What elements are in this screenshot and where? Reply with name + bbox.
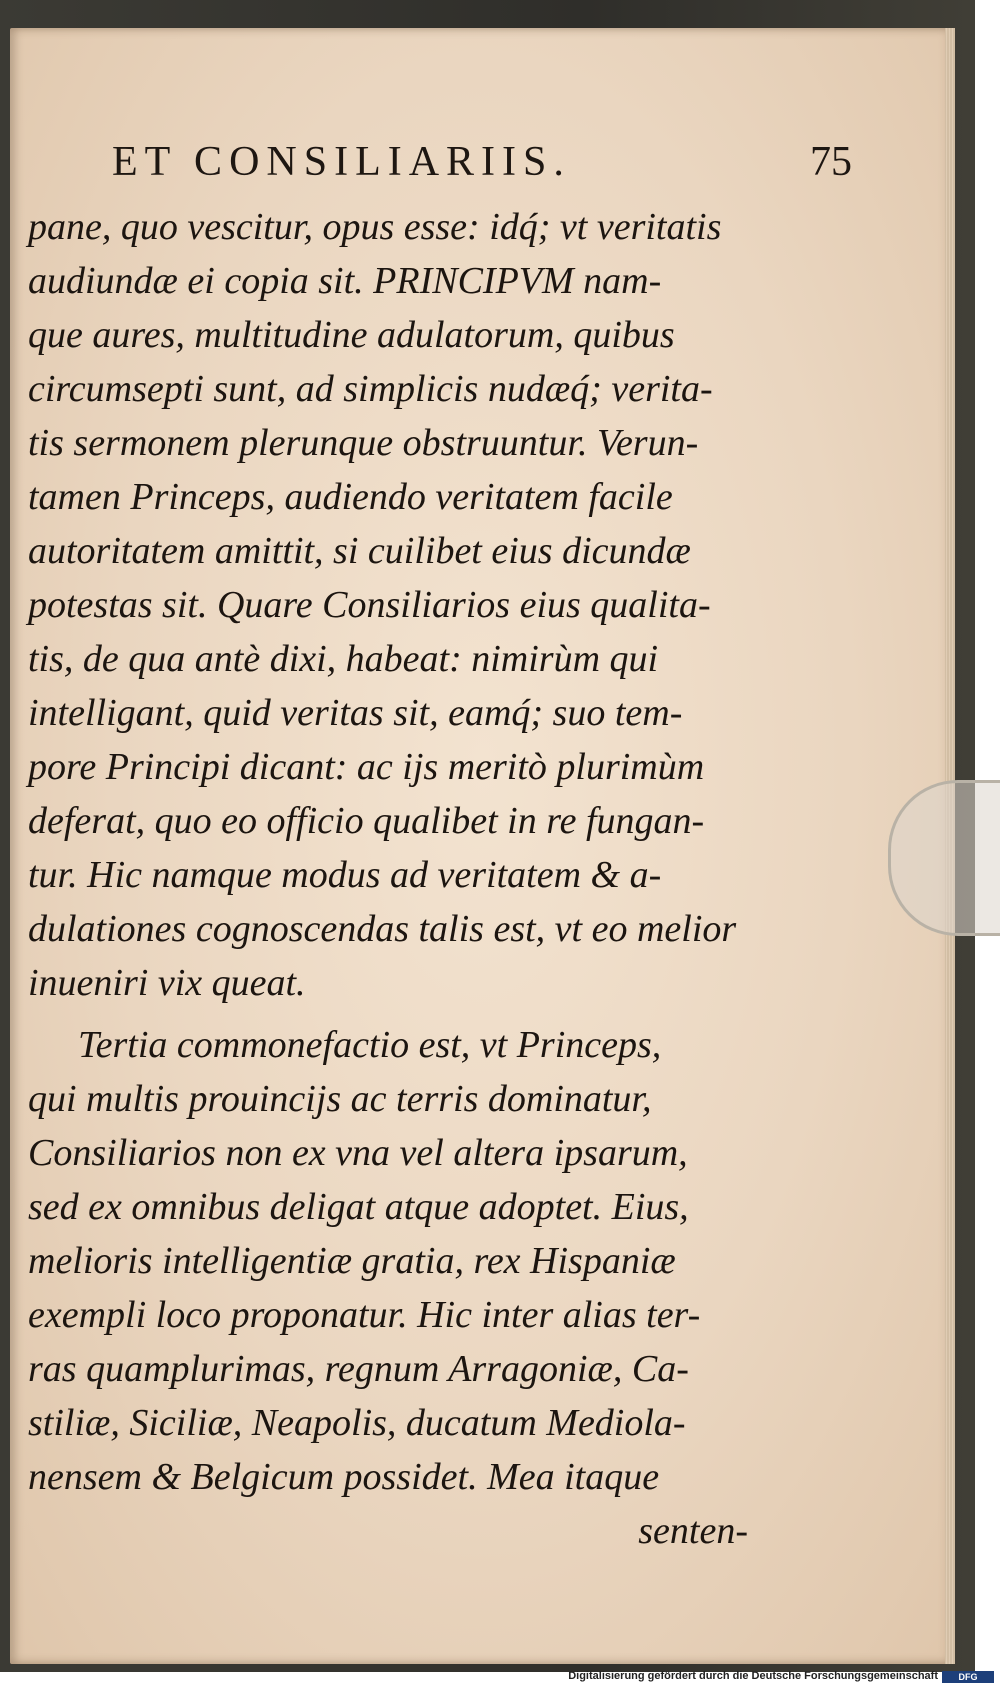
text-line: tis, de qua antè dixi, habeat: nimirùm qui — [28, 638, 659, 680]
text-line: deferat, quo eo officio qualibet in re fungan- — [28, 800, 705, 842]
text-line: intelligant, quid veritas sit, eamq́; suo tem- — [28, 692, 683, 734]
text-line: dulationes cognoscendas talis est, vt eo melior — [28, 908, 737, 950]
text-line: tamen Princeps, audiendo veritatem facile — [28, 476, 673, 518]
text-line: potestas sit. Quare Consiliarios eius qualita- — [28, 584, 711, 626]
text-line: exempli loco proponatur. Hic inter alias ter- — [28, 1294, 701, 1336]
text-line: stiliæ, Siciliæ, Neapolis, ducatum Mediola- — [28, 1402, 686, 1444]
text-line: qui multis prouincijs ac terris dominatur, — [28, 1078, 652, 1120]
text-line: Consiliarios non ex vna vel altera ipsarum, — [28, 1132, 688, 1174]
text-line: audiundæ ei copia sit. PRINCIPVM nam- — [28, 260, 662, 302]
catchword: senten- — [638, 1510, 748, 1552]
text-line: autoritatem amittit, si cuilibet eius dicundæ — [28, 530, 691, 572]
text-line: pane, quo vescitur, opus esse: idq́; vt veritatis — [28, 206, 722, 248]
body-text — [28, 200, 888, 1558]
footer-credit: Digitalisierung gefördert durch die Deutsche Forschungsgemeinschaft — [568, 1670, 938, 1682]
paragraph — [28, 200, 888, 1010]
text-line: nensem & Belgicum possidet. Mea itaque — [28, 1456, 660, 1498]
running-head — [112, 138, 852, 190]
running-head-title: ET CONSILIARIIS. — [112, 139, 571, 185]
paragraph-gap — [28, 1010, 888, 1018]
text-line: tis sermonem plerunque obstruuntur. Verun- — [28, 422, 699, 464]
page-clip — [888, 780, 1000, 936]
text-line: inueniri vix queat. — [28, 962, 306, 1004]
text-line: circumsepti sunt, ad simplicis nudæq́; verita- — [28, 368, 713, 410]
paragraph — [28, 1018, 888, 1504]
text-line: melioris intelligentiæ gratia, rex Hispaniæ — [28, 1240, 676, 1282]
text-line: Tertia commonefactio est, vt Princeps, — [78, 1024, 662, 1066]
page-number: 75 — [810, 139, 852, 185]
text-line: sed ex omnibus deligat atque adoptet. Eius, — [28, 1186, 689, 1228]
text-line: tur. Hic namque modus ad veritatem & a- — [28, 854, 662, 896]
text-line: que aures, multitudine adulatorum, quibus — [28, 314, 675, 356]
dfg-logo: DFG — [942, 1671, 994, 1683]
text-line: pore Principi dicant: ac ijs meritò plurimùm — [28, 746, 705, 788]
text-line: ras quamplurimas, regnum Arragoniæ, Ca- — [28, 1348, 689, 1390]
